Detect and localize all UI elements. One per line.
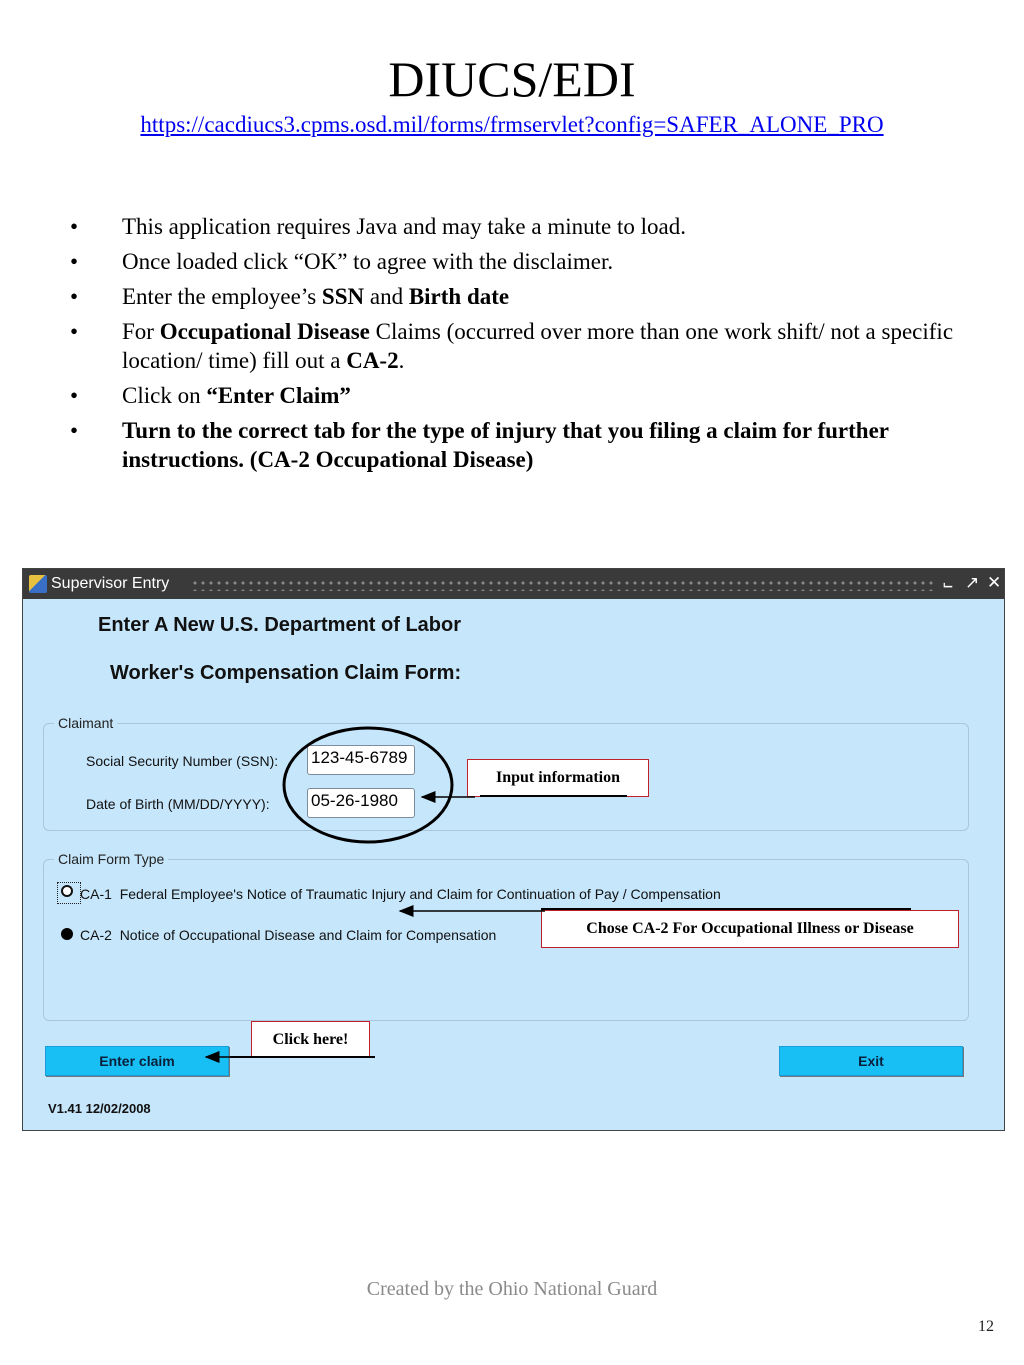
form-heading-line1: Enter A New U.S. Department of Labor <box>98 614 462 636</box>
instruction-text: and <box>364 284 409 309</box>
ca2-code: CA-2 <box>80 927 112 943</box>
instruction-item <box>66 247 956 276</box>
instruction-item <box>66 416 956 474</box>
input-information-callout: Input information <box>467 759 649 797</box>
java-cup-icon <box>29 575 47 593</box>
instruction-text: Once loaded click “OK” to agree with the disclaimer. <box>122 249 614 274</box>
ca2-description: Notice of Occupational Disease and Claim for Compensation <box>119 927 497 943</box>
dob-input[interactable]: 05-26-1980 <box>307 788 415 818</box>
dob-label: Date of Birth (MM/DD/YYYY): <box>86 796 270 812</box>
ca2-radio[interactable] <box>61 928 73 940</box>
instruction-emphasis: Occupational Disease <box>159 319 370 344</box>
callout-underline <box>480 795 627 797</box>
ca1-radio[interactable] <box>61 885 73 897</box>
bullet-dot: • <box>70 319 79 344</box>
titlebar-grip <box>191 579 933 591</box>
window-title: Supervisor Entry <box>51 575 170 592</box>
config-url-link[interactable]: https://cacdiucs3.cpms.osd.mil/forms/frmservlet?config=SAFER_ALONE_PRO <box>140 112 884 137</box>
instruction-list <box>66 212 956 480</box>
page-number: 12 <box>978 1318 994 1335</box>
instruction-text: For <box>122 319 160 344</box>
ca1-option-label[interactable] <box>80 886 721 902</box>
bullet-dot: • <box>70 284 79 309</box>
instruction-emphasis: Birth date <box>408 284 510 309</box>
claim-form-type-legend: Claim Form Type <box>54 851 168 867</box>
supervisor-entry-window <box>22 568 1005 1131</box>
minimize-icon[interactable]: ⨽ <box>943 573 953 592</box>
bullet-dot: • <box>70 249 79 274</box>
exit-button[interactable]: Exit <box>779 1046 963 1076</box>
callout-underline <box>230 1056 375 1058</box>
footer-credit: Created by the Ohio National Guard <box>366 1278 658 1300</box>
ssn-input[interactable]: 123-45-6789 <box>307 745 415 775</box>
ssn-label: Social Security Number (SSN): <box>86 753 279 769</box>
instruction-text: Click on <box>122 383 207 408</box>
instruction-emphasis: SSN <box>321 284 365 309</box>
version-label: V1.41 12/02/2008 <box>48 1101 151 1116</box>
chose-ca2-callout: Chose CA-2 For Occupational Illness or Disease <box>541 910 959 948</box>
form-heading-line2: Worker's Compensation Claim Form: <box>110 662 462 684</box>
maximize-icon[interactable]: ↗ <box>965 573 980 592</box>
instruction-item <box>66 381 956 410</box>
instruction-text: Enter the employee’s <box>122 284 322 309</box>
instruction-item <box>66 317 956 375</box>
slide-title: DIUCS/EDI <box>388 51 636 107</box>
instruction-emphasis: “Enter Claim” <box>206 383 351 408</box>
instruction-text: Claims (occurred over more than one work shift/ not a specific location/ time) fill out a <box>122 319 954 373</box>
bullet-dot: • <box>70 418 79 443</box>
ca1-description: Federal Employee's Notice of Traumatic Injury and Claim for Continuation of Pay / Compensation <box>119 886 721 902</box>
ca1-code: CA-1 <box>80 886 112 902</box>
claimant-legend: Claimant <box>54 715 117 731</box>
instruction-text: . <box>398 348 405 373</box>
enter-claim-button[interactable]: Enter claim <box>45 1046 229 1076</box>
click-here-callout: Click here! <box>251 1021 370 1058</box>
instruction-emphasis: CA-2 <box>346 348 399 373</box>
instruction-emphasis: Turn to the correct tab for the type of injury that you filing a claim for further instructions. (CA-2 Occupational Disease) <box>122 418 889 472</box>
bullet-dot: • <box>70 214 79 239</box>
ca2-option-label[interactable] <box>80 927 496 943</box>
window-titlebar[interactable] <box>23 569 1004 599</box>
bullet-dot: • <box>70 383 79 408</box>
instruction-text: This application requires Java and may take a minute to load. <box>122 214 686 239</box>
close-icon[interactable]: ✕ <box>987 573 1002 592</box>
instruction-item <box>66 282 956 311</box>
callout-overline <box>541 908 911 910</box>
instruction-item <box>66 212 956 241</box>
